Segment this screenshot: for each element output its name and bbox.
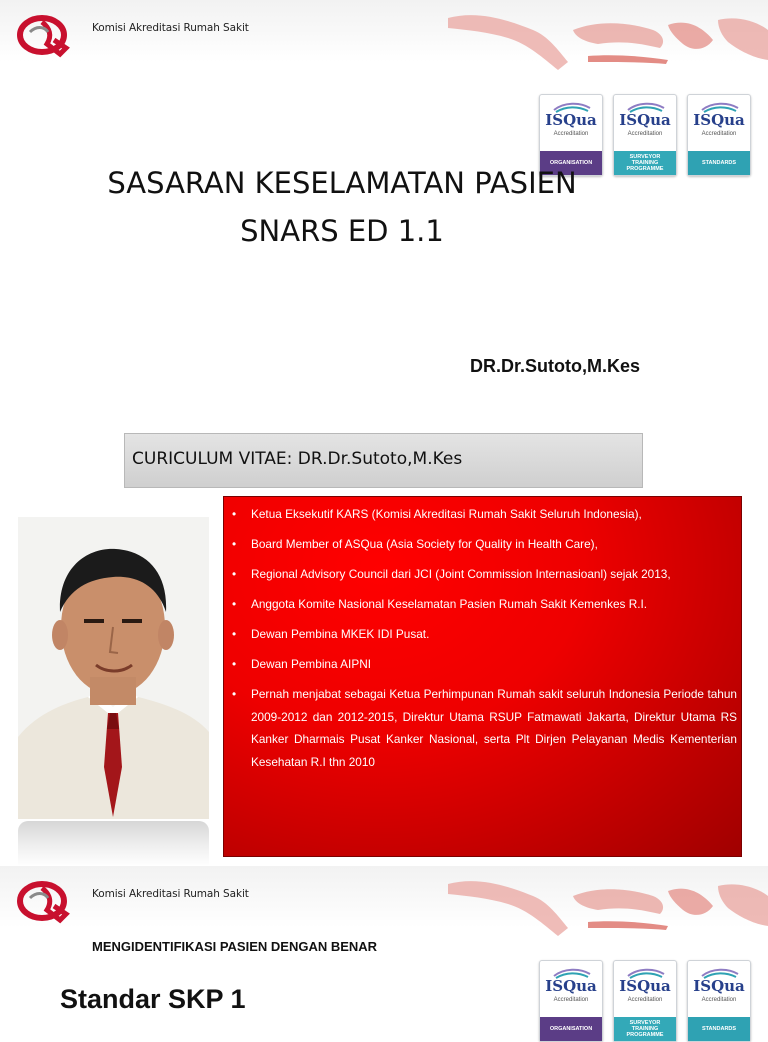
kars-logo <box>14 12 80 58</box>
isqua-accreditation: Accreditation <box>553 131 589 137</box>
isqua-accreditation: Accreditation <box>701 997 737 1003</box>
isqua-badge-standards <box>687 960 751 1042</box>
slide-header <box>0 866 768 928</box>
indonesia-map-graphic <box>438 0 768 75</box>
cv-bullet: • Board Member of ASQua (Asia Society for Quality in Health Care), <box>230 533 737 556</box>
isqua-badge-surveyor-training <box>613 960 677 1042</box>
isqua-badge-organisation <box>539 94 603 176</box>
badge-label: STANDARDS <box>688 151 750 175</box>
isqua-accreditation: Accreditation <box>701 131 737 137</box>
isqua-brand: ISQua <box>545 977 597 995</box>
cv-bullet: • Pernah menjabat sebagai Ketua Perhimpunan Rumah sakit seluruh Indonesia Periode tahun 2009-2012 dan 2012-2015, Direktur Utama RSUP Fatmawati Jakarta, Direktur Utama RS Kanker Dharmais Pusat Kanker Nasional, serta Plt Dirjen Pelayanan Medis Kementerian Kesehatan R.I thn 2010 <box>230 683 737 773</box>
isqua-badges <box>539 94 751 176</box>
isqua-brand: ISQua <box>619 111 671 129</box>
isqua-brand: ISQua <box>693 977 745 995</box>
badge-label: SURVEYOR TRAINING PROGRAMME <box>614 151 676 175</box>
cv-title-box <box>124 433 643 488</box>
author-name: DR.Dr.Sutoto,M.Kes <box>470 356 641 376</box>
badge-label: STANDARDS <box>688 1017 750 1041</box>
isqua-accreditation: Accreditation <box>553 997 589 1003</box>
cv-bullet: • Dewan Pembina AIPNI <box>230 653 737 676</box>
organization-name: Komisi Akreditasi Rumah Sakit <box>92 888 249 900</box>
slide-heading: Standar SKP 1 <box>60 984 246 1014</box>
badge-label: ORGANISATION <box>540 151 602 175</box>
badge-label: SURVEYOR TRAINING PROGRAMME <box>614 1017 676 1041</box>
indonesia-map-graphic <box>438 866 768 941</box>
cv-bullet: • Regional Advisory Council dari JCI (Joint Commission Internasioanl) sejak 2013, <box>230 563 737 586</box>
author-photo <box>18 517 209 819</box>
isqua-accreditation: Accreditation <box>627 997 663 1003</box>
isqua-accreditation: Accreditation <box>627 131 663 137</box>
isqua-badge-surveyor-training <box>613 94 677 176</box>
slide-title-line1: SASARAN KESELAMATAN PASIEN <box>107 166 577 200</box>
cv-bullet: • Dewan Pembina MKEK IDI Pusat. <box>230 623 737 646</box>
isqua-brand: ISQua <box>545 111 597 129</box>
portrait-illustration <box>18 517 209 819</box>
slide-title-line2: SNARS ED 1.1 <box>240 214 444 248</box>
cv-title: CURICULUM VITAE: DR.Dr.Sutoto,M.Kes <box>132 449 463 469</box>
author-photo-reflection <box>18 821 209 866</box>
cv-details-box <box>223 496 742 857</box>
isqua-brand: ISQua <box>693 111 745 129</box>
kars-logo <box>14 878 80 924</box>
cv-bullet: • Ketua Eksekutif KARS (Komisi Akreditasi Rumah Sakit Seluruh Indonesia), <box>230 503 737 526</box>
badge-label: ORGANISATION <box>540 1017 602 1041</box>
isqua-badge-organisation <box>539 960 603 1042</box>
cv-bullet: • Anggota Komite Nasional Keselamatan Pasien Rumah Sakit Kemenkes R.I. <box>230 593 737 616</box>
slide-standar-skp1 <box>0 866 768 1039</box>
isqua-brand: ISQua <box>619 977 671 995</box>
slide-header <box>0 0 768 62</box>
cv-bullet-list <box>230 503 737 781</box>
isqua-badge-standards <box>687 94 751 176</box>
isqua-badges <box>539 960 751 1042</box>
organization-name: Komisi Akreditasi Rumah Sakit <box>92 22 249 34</box>
slide-subheading: MENGIDENTIFIKASI PASIEN DENGAN BENAR <box>92 939 378 954</box>
